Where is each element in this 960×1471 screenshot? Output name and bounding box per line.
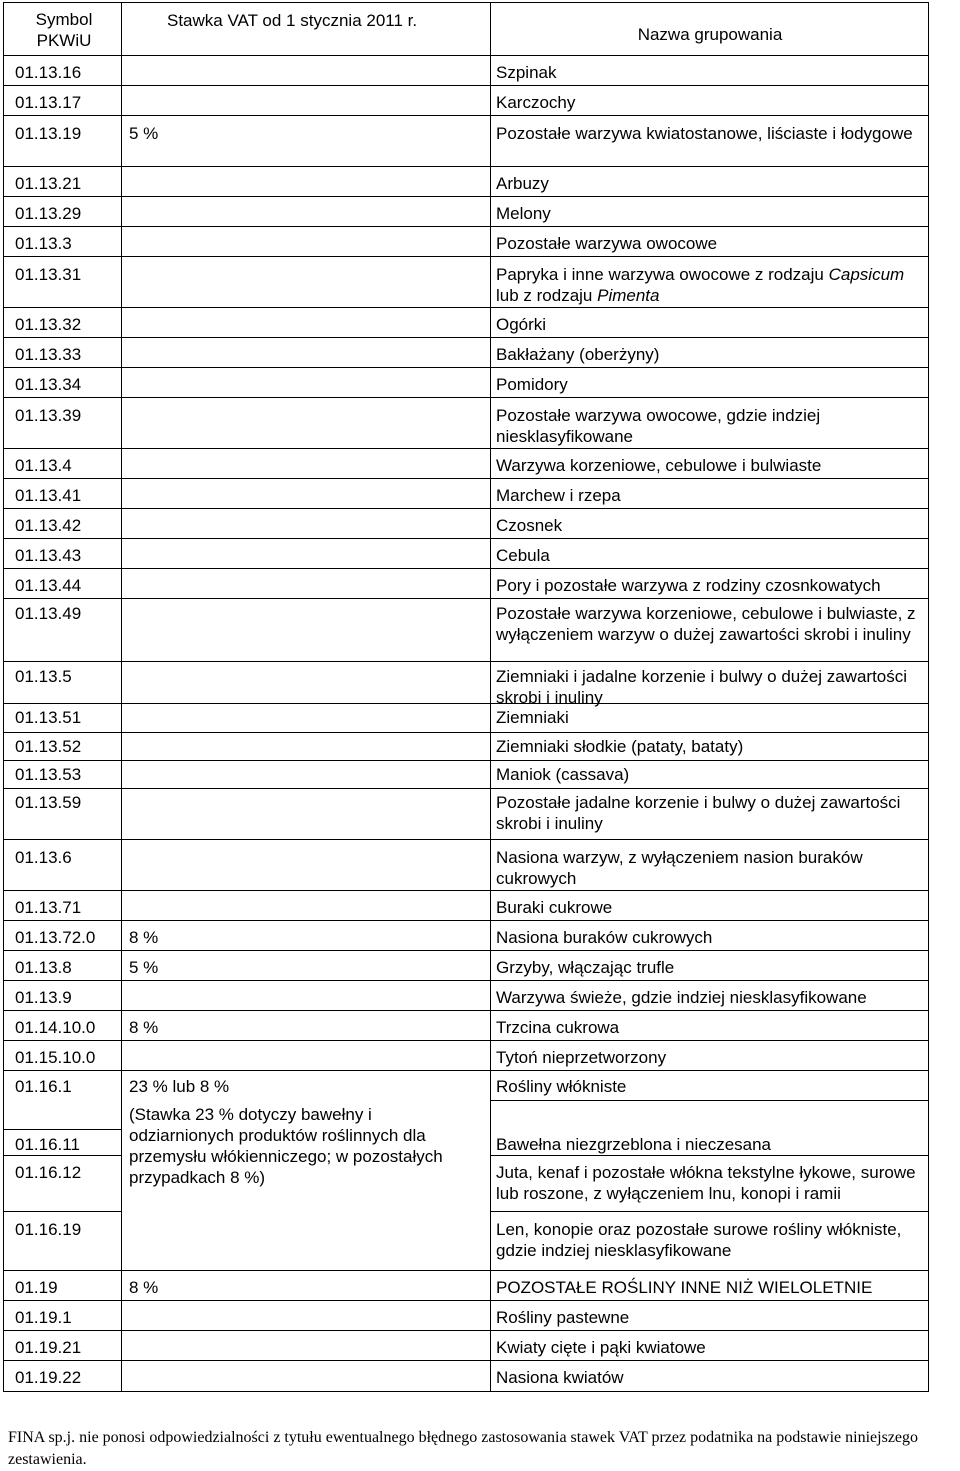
row-name: Ziemniaki i jadalne korzenie i bulwy o dużej zawartości skrobi i inuliny [496, 667, 908, 707]
table-row [4, 479, 928, 509]
fiber-name: Rośliny włókniste [496, 1077, 627, 1096]
row-name: Bakłażany (oberżyny) [496, 345, 660, 364]
row-code: 01.13.8 [15, 958, 72, 977]
table-row [4, 569, 928, 599]
fiber-rate: 23 % lub 8 % [129, 1077, 230, 1096]
table-row [4, 840, 928, 891]
row-code: 01.13.16 [15, 63, 82, 82]
table-row [4, 227, 928, 257]
header-rate: Stawka VAT od 1 stycznia 2011 r. [167, 11, 418, 30]
table-header [4, 3, 928, 56]
row-code: 01.13.33 [15, 345, 82, 364]
row-code: 01.13.31 [15, 265, 82, 284]
row-name: Pozostałe warzywa korzeniowe, cebulowe i bulwiaste, z wyłączeniem warzyw o dużej zawartości skrobi i inuliny [496, 604, 916, 644]
table-row [4, 704, 928, 733]
table-row [4, 539, 928, 569]
row-code: 01.13.29 [15, 204, 82, 223]
row-name: Tytoń nieprzetworzony [496, 1048, 667, 1067]
row-name: POZOSTAŁE ROŚLINY INNE NIŻ WIELOLETNIE [496, 1278, 873, 1297]
table-row [4, 1271, 928, 1301]
table-row [4, 398, 928, 449]
table-row [4, 116, 928, 167]
row-code: 01.19 [15, 1278, 58, 1297]
row-code: 01.13.21 [15, 174, 82, 193]
name-part: Papryka i inne warzywa owocowe z rodzaju [496, 265, 829, 284]
row-code: 01.13.51 [15, 708, 82, 727]
row-rate: 5 % [129, 958, 159, 977]
table-row [4, 761, 928, 789]
row-name: Warzywa korzeniowe, cebulowe i bulwiaste [496, 456, 822, 475]
table-row [4, 1301, 928, 1331]
row-name: Maniok (cassava) [496, 765, 630, 784]
row-name [496, 264, 926, 306]
table-row [4, 257, 928, 308]
table-row [4, 921, 928, 951]
table-row [4, 1011, 928, 1041]
table-row [4, 951, 928, 981]
row-code: 01.13.9 [15, 988, 72, 1007]
table-row [4, 733, 928, 761]
row-rate: 8 % [129, 1018, 159, 1037]
row-separator [4, 1155, 121, 1156]
table-row [4, 449, 928, 479]
row-rate: 5 % [129, 124, 159, 143]
row-code: 01.13.5 [15, 667, 72, 686]
row-rate: 8 % [129, 928, 159, 947]
row-code: 01.13.59 [15, 793, 82, 812]
table-row [4, 56, 928, 86]
row-name: Pozostałe warzywa owocowe, gdzie indziej niesklasyfikowane [496, 406, 821, 446]
row-code: 01.13.32 [15, 315, 82, 334]
row-name: Ziemniaki [496, 708, 569, 727]
table-row [4, 338, 928, 368]
row-code: 01.13.19 [15, 124, 82, 143]
row-code: 01.13.3 [15, 234, 72, 253]
vat-rate-table [3, 2, 929, 1392]
fiber-code: 01.16.1 [15, 1077, 72, 1096]
fiber-group [4, 1071, 928, 1271]
table-row [4, 197, 928, 227]
table-row [4, 599, 928, 662]
row-name: Pozostałe warzywa kwiatostanowe, liściaste i łodygowe [496, 124, 913, 143]
row-name: Rośliny pastewne [496, 1308, 630, 1327]
row-separator [490, 1155, 928, 1156]
row-code: 01.13.52 [15, 737, 82, 756]
row-separator [4, 1211, 121, 1212]
disclaimer-footer: FINA sp.j. nie ponosi odpowiedzialności z tytułu ewentualnego błędnego zastosowania stawek VAT przez podatnika na podstawie niniejszego zestawienia. [8, 1429, 919, 1468]
row-name: Pozostałe warzywa owocowe [496, 234, 718, 253]
row-code: 01.13.17 [15, 93, 82, 112]
row-name: Buraki cukrowe [496, 898, 613, 917]
row-name: Kwiaty cięte i pąki kwiatowe [496, 1338, 706, 1357]
row-code: 01.13.44 [15, 576, 82, 595]
row-rate: 8 % [129, 1278, 159, 1297]
fiber-code: 01.16.19 [15, 1220, 82, 1239]
row-name: Melony [496, 204, 551, 223]
row-name: Cebula [496, 546, 550, 565]
row-code: 01.15.10.0 [15, 1048, 96, 1067]
row-code: 01.13.39 [15, 406, 82, 425]
row-code: 01.13.41 [15, 486, 82, 505]
table-row [4, 981, 928, 1011]
row-code: 01.13.42 [15, 516, 82, 535]
table-body [4, 56, 928, 1391]
row-code: 01.14.10.0 [15, 1018, 96, 1037]
row-name: Pomidory [496, 375, 568, 394]
row-separator [490, 1211, 928, 1212]
row-name: Warzywa świeże, gdzie indziej niesklasyfikowane [496, 988, 867, 1007]
name-part: Pimenta [597, 286, 660, 305]
row-name: Nasiona buraków cukrowych [496, 928, 713, 947]
row-name: Pory i pozostałe warzywa z rodziny czosnkowatych [496, 576, 881, 595]
row-name: Szpinak [496, 63, 557, 82]
table-row [4, 1331, 928, 1361]
row-code: 01.13.53 [15, 765, 82, 784]
row-name: Ogórki [496, 315, 547, 334]
table-row [4, 509, 928, 539]
row-name: Nasiona kwiatów [496, 1368, 624, 1387]
header-code: Symbol PKWiU [35, 10, 93, 50]
row-name: Arbuzy [496, 174, 549, 193]
fiber-name: Bawełna niezgrzeblona i nieczesana [496, 1135, 772, 1154]
row-separator [4, 1129, 121, 1130]
name-part: Capsicum [828, 265, 905, 284]
row-name: Karczochy [496, 93, 576, 112]
table-row [4, 1361, 928, 1391]
row-separator [490, 1100, 928, 1101]
fiber-name: Len, konopie oraz pozostałe surowe rośliny włókniste, gdzie indziej niesklasyfikowane [496, 1220, 902, 1260]
fiber-code: 01.16.11 [15, 1135, 80, 1154]
row-code: 01.13.34 [15, 375, 82, 394]
row-code: 01.19.1 [15, 1308, 72, 1327]
row-name: Trzcina cukrowa [496, 1018, 620, 1037]
name-part: lub z rodzaju [496, 286, 598, 305]
row-name: Czosnek [496, 516, 563, 535]
table-row [4, 789, 928, 840]
row-name: Pozostałe jadalne korzenie i bulwy o dużej zawartości skrobi i inuliny [496, 793, 901, 833]
row-name: Nasiona warzyw, z wyłączeniem nasion buraków cukrowych [496, 848, 863, 888]
row-code: 01.13.6 [15, 848, 72, 867]
row-code: 01.13.49 [15, 604, 82, 623]
fiber-code: 01.16.12 [15, 1163, 82, 1182]
row-name: Ziemniaki słodkie (pataty, bataty) [496, 737, 744, 756]
row-code: 01.13.43 [15, 546, 82, 565]
fiber-name: Juta, kenaf i pozostałe włókna tekstylne łykowe, surowe lub roszone, z wyłączeniem lnu, konopi i ramii [496, 1163, 916, 1203]
table-row [4, 167, 928, 197]
row-name: Grzyby, włączając trufle [496, 958, 675, 977]
fiber-rate-note: (Stawka 23 % dotyczy bawełny i odziarnionych produktów roślinnych dla przemysłu włókienniczego; w pozostałych przypadkach 8 %) [129, 1105, 443, 1187]
table-row [4, 891, 928, 921]
row-code: 01.19.22 [15, 1368, 82, 1387]
table-row [4, 368, 928, 398]
row-code: 01.13.4 [15, 456, 72, 475]
row-code: 01.19.21 [15, 1338, 82, 1357]
row-name: Marchew i rzepa [496, 486, 621, 505]
row-code: 01.13.72.0 [15, 928, 96, 947]
table-row [4, 86, 928, 116]
table-row [4, 662, 928, 707]
table-row [4, 1041, 928, 1071]
row-code: 01.13.71 [15, 898, 82, 917]
table-row [4, 308, 928, 338]
header-name: Nazwa grupowania [637, 25, 783, 44]
